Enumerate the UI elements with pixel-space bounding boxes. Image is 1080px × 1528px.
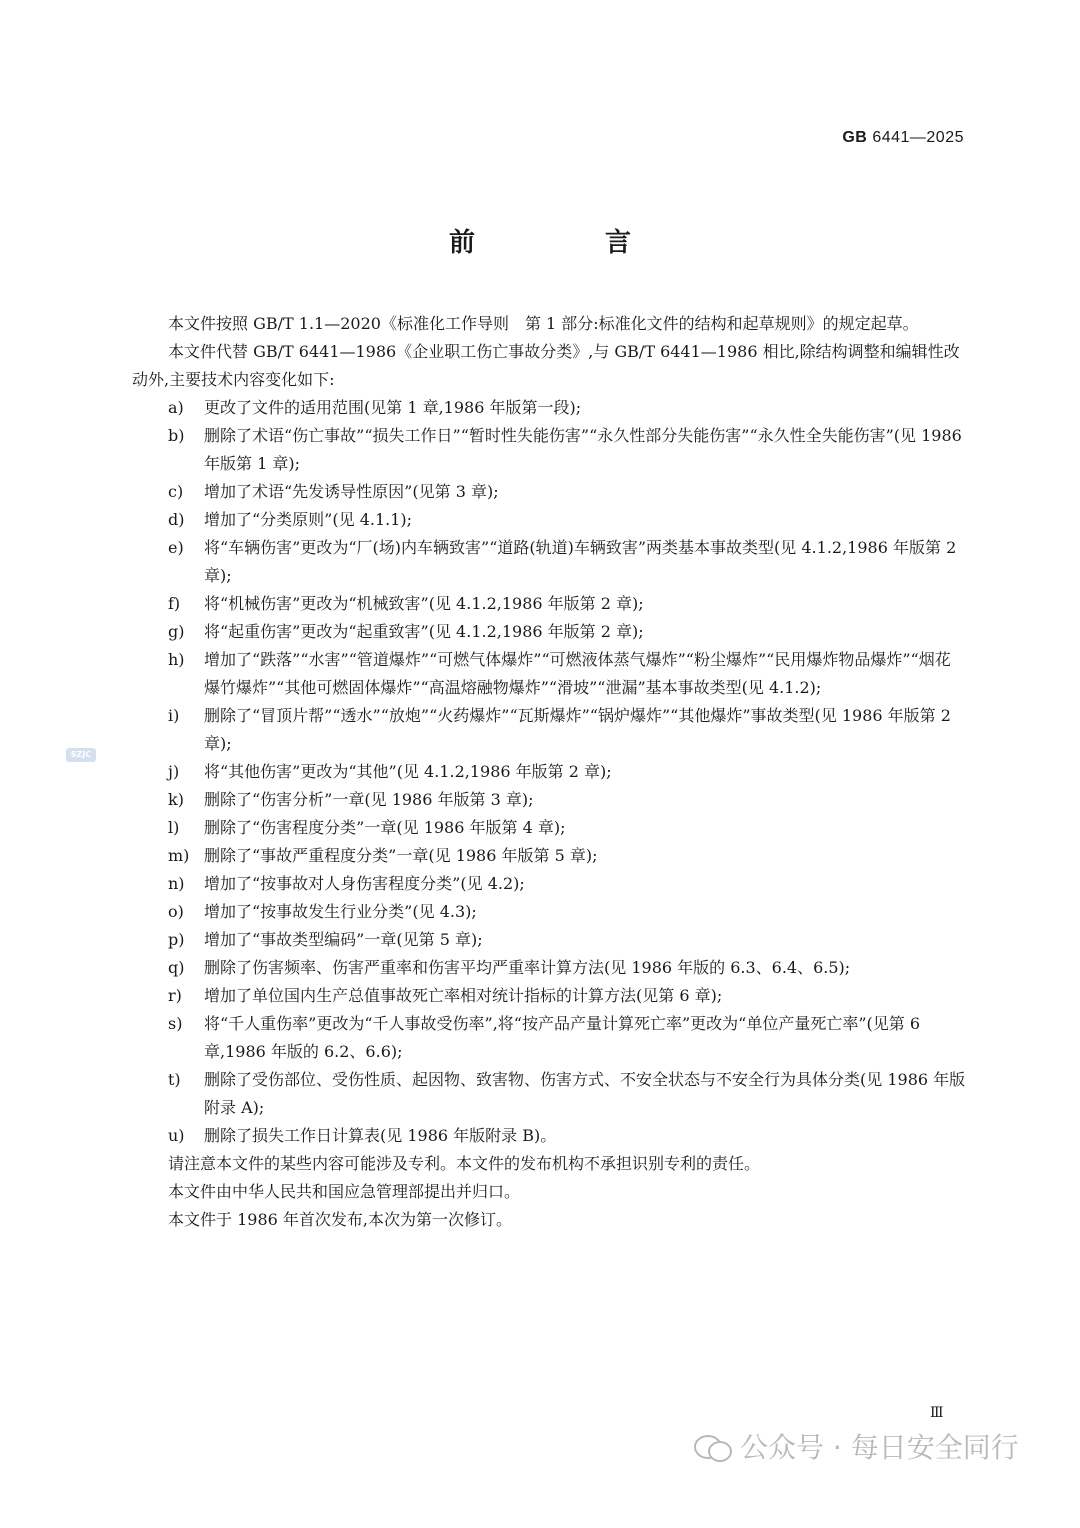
list-item-label: k) <box>168 790 184 809</box>
list-item-label: l) <box>168 818 180 837</box>
list-item-label: r) <box>168 986 182 1005</box>
list-item <box>132 646 966 702</box>
list-item-text: 更改了文件的适用范围(见第 1 章,1986 年版第一段); <box>204 398 582 417</box>
list-item-label: p) <box>168 930 185 949</box>
document-body <box>132 310 966 1234</box>
wechat-icon <box>694 1431 732 1461</box>
list-item <box>132 954 966 982</box>
list-item-label: i) <box>168 706 180 725</box>
list-item-label: j) <box>168 762 180 781</box>
list-item-label: q) <box>168 958 185 977</box>
list-item-label: f) <box>168 594 181 613</box>
paragraph-proposer: 本文件由中华人民共和国应急管理部提出并归口。 <box>168 1182 521 1201</box>
list-item <box>132 1122 966 1150</box>
list-item-text: 删除了“事故严重程度分类”一章(见 1986 年版第 5 章); <box>204 846 598 865</box>
list-item-text: 增加了“跌落”“水害”“管道爆炸”“可燃气体爆炸”“可燃液体蒸气爆炸”“粉尘爆炸”“民用爆炸物品爆炸”“烟花爆竹爆炸”“其他可燃固体爆炸”“高温熔融物爆炸”“滑坡”“泄漏”基本事故类型(见 4.1.2); <box>204 650 951 697</box>
list-item-label: g) <box>168 622 185 641</box>
watermark <box>694 1428 1019 1464</box>
watermark-text: 公众号 · 每日安全同行 <box>740 1431 1019 1464</box>
list-item-text: 删除了“伤害程度分类”一章(见 1986 年版第 4 章); <box>204 818 566 837</box>
list-item-text: 将“机械伤害”更改为“机械致害”(见 4.1.2,1986 年版第 2 章); <box>204 594 644 613</box>
paragraph-drafting-rule: 本文件按照 GB/T 1.1—2020《标准化工作导则 第 1 部分:标准化文件的结构和起草规则》的规定起草。 <box>168 314 919 333</box>
paragraph-history: 本文件于 1986 年首次发布,本次为第一次修订。 <box>168 1210 512 1229</box>
list-item-text: 将“起重伤害”更改为“起重致害”(见 4.1.2,1986 年版第 2 章); <box>204 622 644 641</box>
list-item-text: 增加了“按事故对人身伤害程度分类”(见 4.2); <box>204 874 525 893</box>
list-item <box>132 786 966 814</box>
list-item <box>132 842 966 870</box>
list-item-label: t) <box>168 1070 181 1089</box>
list-item-label: s) <box>168 1014 183 1033</box>
standard-code <box>842 129 964 147</box>
list-item <box>132 814 966 842</box>
list-item-label: u) <box>168 1126 185 1145</box>
list-item <box>132 702 966 758</box>
list-item-text: 删除了损失工作日计算表(见 1986 年版附录 B)。 <box>204 1126 557 1145</box>
list-item <box>132 758 966 786</box>
page-number: Ⅲ <box>930 1405 944 1421</box>
paragraph-patent-notice: 请注意本文件的某些内容可能涉及专利。本文件的发布机构不承担识别专利的责任。 <box>168 1154 761 1173</box>
list-item-text: 删除了“伤害分析”一章(见 1986 年版第 3 章); <box>204 790 534 809</box>
page-title: 前 言 <box>448 228 683 258</box>
list-item-text: 增加了单位国内生产总值事故死亡率相对统计指标的计算方法(见第 6 章); <box>204 986 723 1005</box>
list-item <box>132 506 966 534</box>
list-item-text: 将“千人重伤率”更改为“千人事故受伤率”,将“按产品产量计算死亡率”更改为“单位产量死亡率”(见第 6 章,1986 年版的 6.2、6.6); <box>204 1014 921 1061</box>
list-item <box>132 926 966 954</box>
list-item-text: 删除了受伤部位、受伤性质、起因物、致害物、伤害方式、不安全状态与不安全行为具体分类(见 1986 年版附录 A); <box>204 1070 966 1117</box>
list-item-text: 删除了“冒顶片帮”“透水”“放炮”“火药爆炸”“瓦斯爆炸”“锅炉爆炸”“其他爆炸”事故类型(见 1986 年版第 2 章); <box>204 706 951 753</box>
list-item-text: 删除了伤害频率、伤害严重率和伤害平均严重率计算方法(见 1986 年版的 6.3、6.4、6.5); <box>204 958 851 977</box>
list-item-label: n) <box>168 874 185 893</box>
list-item-text: 增加了术语“先发诱导性原因”(见第 3 章); <box>204 482 499 501</box>
list-item-label: d) <box>168 510 185 529</box>
side-logo-mark: SZJC <box>66 748 96 762</box>
list-item-label: e) <box>168 538 184 557</box>
list-item-text: 增加了“分类原则”(见 4.1.1); <box>204 510 413 529</box>
list-item <box>132 1010 966 1066</box>
list-item-label: c) <box>168 482 184 501</box>
list-item-text: 删除了术语“伤亡事故”“损失工作日”“暂时性失能伤害”“永久性部分失能伤害”“永久性全失能伤害”(见 1986 年版第 1 章); <box>204 426 962 473</box>
list-item <box>132 590 966 618</box>
list-item <box>132 982 966 1010</box>
list-item <box>132 422 966 478</box>
list-item-label: h) <box>168 650 185 669</box>
change-list <box>132 394 966 1150</box>
list-item-text: 增加了“事故类型编码”一章(见第 5 章); <box>204 930 483 949</box>
list-item <box>132 534 966 590</box>
list-item-text: 将“其他伤害”更改为“其他”(见 4.1.2,1986 年版第 2 章); <box>204 762 612 781</box>
list-item-label: a) <box>168 398 184 417</box>
list-item-label: b) <box>168 426 185 445</box>
list-item-text: 增加了“按事故发生行业分类”(见 4.3); <box>204 902 477 921</box>
list-item <box>132 1066 966 1122</box>
list-item-text: 将“车辆伤害”更改为“厂(场)内车辆致害”“道路(轨道)车辆致害”两类基本事故类型(见 4.1.2,1986 年版第 2 章); <box>204 538 957 585</box>
list-item <box>132 618 966 646</box>
paragraph-replacement: 本文件代替 GB/T 6441—1986《企业职工伤亡事故分类》,与 GB/T 6441—1986 相比,除结构调整和编辑性改动外,主要技术内容变化如下: <box>132 342 960 389</box>
list-item <box>132 870 966 898</box>
list-item <box>132 478 966 506</box>
list-item <box>132 394 966 422</box>
list-item-label: m) <box>168 846 190 865</box>
list-item-label: o) <box>168 902 184 921</box>
list-item <box>132 898 966 926</box>
standard-code-number: 6441—2025 <box>872 129 964 146</box>
standard-code-prefix: GB <box>842 129 868 146</box>
